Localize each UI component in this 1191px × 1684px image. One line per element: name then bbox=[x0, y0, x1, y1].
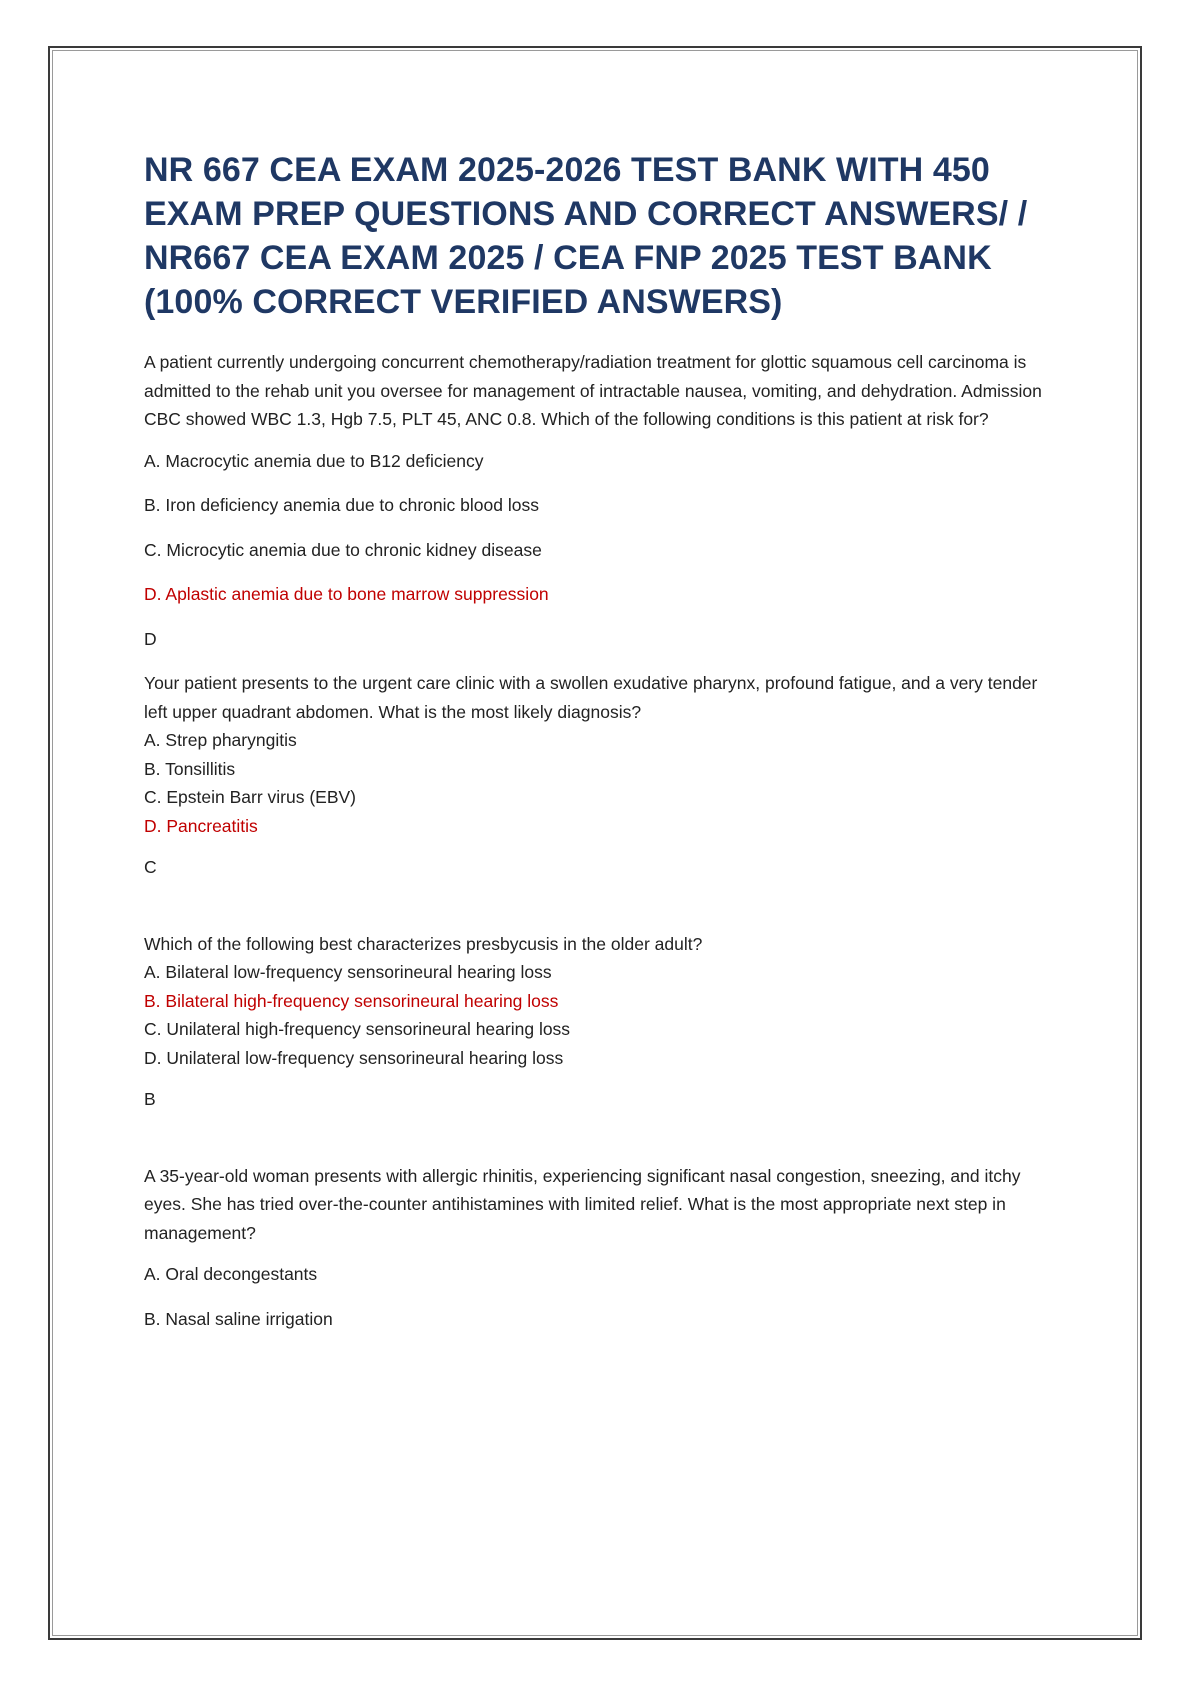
question-3-answer: B bbox=[144, 1089, 156, 1109]
question-2-option-b: B. Tonsillitis bbox=[144, 758, 236, 779]
question-3-option-d: D. Unilateral low-frequency sensorineural hearing loss bbox=[144, 1047, 564, 1068]
question-3 bbox=[144, 930, 1064, 1114]
question-1-option-a: A. Macrocytic anemia due to B12 deficiency bbox=[144, 450, 484, 471]
question-1-answer: D bbox=[144, 628, 157, 649]
question-3-option-b-correct: B. Bilateral high-frequency sensorineural hearing loss bbox=[144, 990, 559, 1011]
question-4-option-b: B. Nasal saline irrigation bbox=[144, 1308, 333, 1329]
spacer bbox=[144, 898, 1064, 930]
question-2-option-d: D. Pancreatitis bbox=[144, 815, 258, 836]
question-2-stem: Your patient presents to the urgent care clinic with a swollen exudative pharynx, profound fatigue, and a very tender left upper quadrant abdomen. What is the most likely diagnosis? bbox=[144, 673, 1038, 722]
question-1-option-c: C. Microcytic anemia due to chronic kidney disease bbox=[144, 539, 542, 560]
document-body bbox=[144, 148, 1064, 1349]
question-3-option-c: C. Unilateral high-frequency sensorineural hearing loss bbox=[144, 1019, 571, 1039]
question-1 bbox=[144, 348, 1064, 653]
question-3-stem: Which of the following best characterizes presbycusis in the older adult? bbox=[144, 933, 703, 954]
question-4 bbox=[144, 1162, 1064, 1334]
question-2-answer: C bbox=[144, 857, 157, 877]
document-title: NR 667 CEA EXAM 2025-2026 TEST BANK WITH 450 EXAM PREP QUESTIONS AND CORRECT ANSWERS/ / NR667 CEA EXAM 2025 / CEA FNP 2025 TEST BANK (100% CORRECT VERIFIED ANSWERS) bbox=[144, 151, 1028, 321]
question-4-stem: A 35-year-old woman presents with allergic rhinitis, experiencing significant nasal congestion, sneezing, and itchy eyes. She has tried over-the-counter antihistamines with limited relief. What is the most appropriate next step in management? bbox=[144, 1165, 1021, 1243]
question-4-option-a: A. Oral decongestants bbox=[144, 1264, 318, 1284]
question-1-stem: A patient currently undergoing concurrent chemotherapy/radiation treatment for glottic squamous cell carcinoma is admitted to the rehab unit you oversee for management of intractable nausea, vomiting, and dehydration. Admission CBC showed WBC 1.3, Hgb 7.5, PLT 45, ANC 0.8. Which of the following conditions is this patient at risk for? bbox=[144, 352, 1042, 429]
question-2-option-a: A. Strep pharyngitis bbox=[144, 730, 297, 750]
question-1-option-d-correct: D. Aplastic anemia due to bone marrow suppression bbox=[144, 584, 549, 604]
spacer bbox=[144, 1130, 1064, 1162]
question-1-option-b: B. Iron deficiency anemia due to chronic blood loss bbox=[144, 495, 539, 515]
question-2 bbox=[144, 669, 1064, 882]
question-2-option-c: C. Epstein Barr virus (EBV) bbox=[144, 787, 356, 807]
question-3-option-a: A. Bilateral low-frequency sensorineural hearing loss bbox=[144, 962, 552, 982]
